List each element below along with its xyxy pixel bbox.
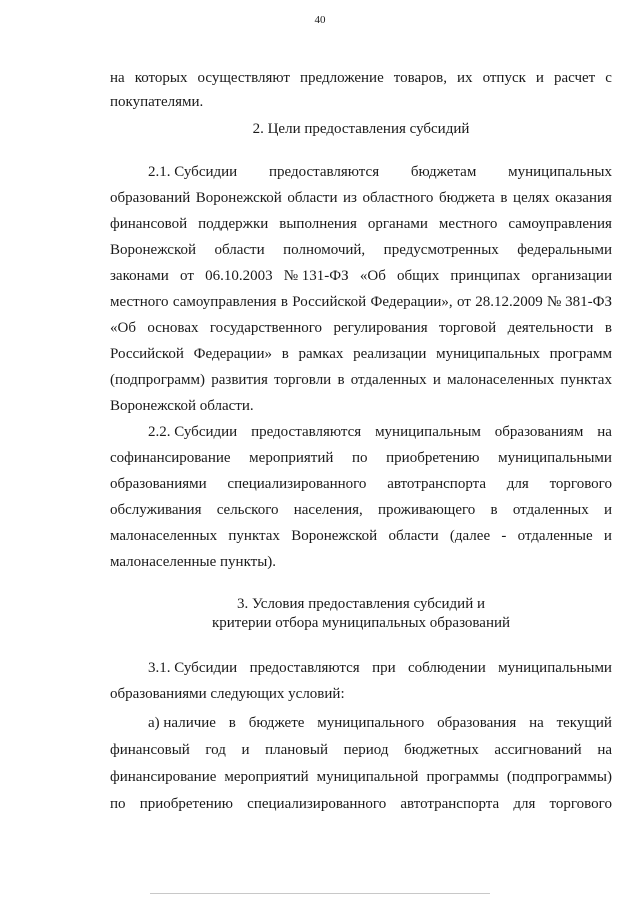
word: образований <box>110 190 191 206</box>
word: софинансирование <box>110 450 231 466</box>
word: финансирование <box>110 769 217 785</box>
word: 2.2. Субсидии <box>148 424 238 440</box>
paragraph-3-1-last-line: образованиями следующих условий: <box>110 686 345 702</box>
word: приобретению <box>139 796 234 812</box>
word: специализированного <box>247 796 387 812</box>
word: в <box>337 372 345 388</box>
word: государственного <box>209 320 323 336</box>
paragraph-2-1-line <box>110 344 612 364</box>
page-number: 40 <box>314 14 326 26</box>
word: Воронежской <box>110 242 196 258</box>
word: мероприятий <box>249 450 334 466</box>
word: организации <box>531 268 612 284</box>
word: местного <box>110 294 169 310</box>
item-a-line <box>110 794 612 814</box>
word: оказания <box>555 190 612 206</box>
word: период <box>343 742 389 758</box>
word: Российской <box>292 294 367 310</box>
paragraph-2-1-line <box>148 162 612 182</box>
word: из <box>343 190 357 206</box>
word: № 381-ФЗ <box>547 294 612 310</box>
word: торгового <box>549 476 612 492</box>
word: мероприятий <box>224 769 309 785</box>
word: по <box>110 796 126 812</box>
paragraph-2-2-line <box>110 448 612 468</box>
word: отдаленных <box>512 502 589 518</box>
word: отдаленных <box>350 372 427 388</box>
word: и <box>603 502 612 518</box>
word: на <box>110 70 125 86</box>
word: Федерации» <box>193 346 272 362</box>
word: муниципальными <box>498 660 612 676</box>
section-3-heading-line-2: критерии отбора муниципальных образований <box>211 615 511 631</box>
word: выполнения <box>279 216 357 232</box>
word: 06.10.2003 <box>205 268 273 284</box>
word: № 131-ФЗ <box>283 268 349 284</box>
word: предоставляются <box>249 660 360 676</box>
word: бюджетных <box>404 742 479 758</box>
word: (подпрограмм) <box>110 372 206 388</box>
word: предоставляются <box>268 164 380 180</box>
word: плановый <box>265 742 328 758</box>
paragraph-2-1-line <box>110 214 612 234</box>
word: регулирования <box>333 320 428 336</box>
word: принципах <box>450 268 521 284</box>
word: соблюдении <box>408 660 486 676</box>
word: рамках <box>298 346 344 362</box>
word: области <box>388 528 439 544</box>
paragraph-2-1-line <box>110 292 612 312</box>
word: малонаселенных <box>447 372 555 388</box>
word: обслуживания <box>110 502 202 518</box>
word: предусмотренных <box>383 242 499 258</box>
word: муниципальных <box>436 346 540 362</box>
word: специализированного <box>227 476 367 492</box>
word: и <box>241 742 250 758</box>
paragraph-2-2-last-line: малонаселенные пункты). <box>110 554 277 570</box>
word: на <box>529 715 544 731</box>
paragraph-2-2-line <box>110 474 612 494</box>
word: по <box>352 450 368 466</box>
paragraph-2-1-line <box>110 266 612 286</box>
word: в <box>490 502 498 518</box>
word: для <box>513 796 536 812</box>
word: законами <box>110 268 169 284</box>
word: 2.1. Субсидии <box>148 164 238 180</box>
paragraph-2-1-line <box>110 318 612 338</box>
word: программы <box>426 769 499 785</box>
word: деятельности <box>507 320 594 336</box>
intro-line-1 <box>110 68 612 88</box>
word: Воронежской <box>195 190 282 206</box>
word: целях <box>513 190 550 206</box>
word: а) наличие <box>148 715 216 731</box>
word: развития <box>211 372 268 388</box>
word: предоставляются <box>251 424 362 440</box>
word: сельского <box>216 502 279 518</box>
word: осуществляют <box>197 70 290 86</box>
paragraph-2-1-last-line: Воронежской области. <box>110 398 254 414</box>
word: бюджета <box>438 190 495 206</box>
word: 28.12.2009 <box>475 294 543 310</box>
word: на <box>597 424 612 440</box>
intro-line-2: покупателями. <box>110 94 204 110</box>
word: год <box>205 742 226 758</box>
word: в <box>281 346 289 362</box>
word: поддержки <box>198 216 269 232</box>
word: для <box>506 476 529 492</box>
word: бюджетам <box>410 164 477 180</box>
word: общих <box>397 268 440 284</box>
word: муниципальным <box>375 424 481 440</box>
word: при <box>372 660 396 676</box>
word: отдаленные <box>517 528 593 544</box>
word: (далее <box>449 528 491 544</box>
word: от <box>180 268 194 284</box>
paragraph-2-2-line <box>110 526 612 546</box>
word: Воронежской <box>291 528 378 544</box>
paragraph-3-1-line <box>148 658 612 678</box>
word: образованиям <box>494 424 584 440</box>
word: и <box>432 372 441 388</box>
word: которых <box>134 70 188 86</box>
word: населения, <box>293 502 363 518</box>
word: и <box>535 70 544 86</box>
word: торговой <box>439 320 497 336</box>
section-2-heading: 2. Цели предоставления субсидий <box>252 121 470 137</box>
word: «Об <box>359 268 386 284</box>
word: в <box>280 294 288 310</box>
word: программ <box>549 346 612 362</box>
word: области <box>214 242 265 258</box>
word: (подпрограммы) <box>506 769 612 785</box>
word: реализации <box>353 346 427 362</box>
paragraph-2-1-line <box>110 188 612 208</box>
word: области <box>287 190 338 206</box>
word: «Об <box>110 320 136 336</box>
paragraph-2-2-line <box>148 422 612 442</box>
word: торгового <box>549 796 612 812</box>
word: муниципальных <box>508 164 612 180</box>
paragraph-2-1-line <box>110 370 612 390</box>
word: предложение <box>299 70 384 86</box>
word: товаров, <box>393 70 447 86</box>
word: автотранспорта <box>400 796 500 812</box>
word: Российской <box>110 346 184 362</box>
word: полномочий, <box>283 242 366 258</box>
word: органами <box>367 216 428 232</box>
word: муниципальной <box>316 769 419 785</box>
word: в <box>228 715 236 731</box>
word: финансовый <box>110 742 190 758</box>
word: образованиями <box>110 476 207 492</box>
word: федеральными <box>517 242 612 258</box>
word: текущий <box>556 715 612 731</box>
word: их <box>457 70 473 86</box>
section-3-heading-line-1: 3. Условия предоставления субсидий и <box>236 596 486 612</box>
word: и <box>603 528 612 544</box>
paragraph-2-2-line <box>110 500 612 520</box>
word: - <box>501 528 507 544</box>
word: в <box>604 320 612 336</box>
word: самоуправления <box>508 216 612 232</box>
word: малонаселенных <box>110 528 218 544</box>
word: финансовой <box>110 216 188 232</box>
word: на <box>597 742 612 758</box>
word: областного <box>362 190 434 206</box>
item-a-line <box>110 767 612 787</box>
item-a-line <box>148 713 612 733</box>
word: местного <box>438 216 498 232</box>
word: отпуск <box>482 70 526 86</box>
word: бюджете <box>248 715 305 731</box>
bottom-scan-rule <box>150 893 490 894</box>
word: в <box>500 190 508 206</box>
paragraph-2-1-line <box>110 240 612 260</box>
word: 3.1. Субсидии <box>148 660 238 676</box>
word: с <box>605 70 612 86</box>
word: торговли <box>274 372 332 388</box>
word: расчет <box>553 70 596 86</box>
word: от <box>456 294 471 310</box>
word: проживающего <box>378 502 476 518</box>
word: автотранспорта <box>387 476 487 492</box>
word: муниципального <box>317 715 425 731</box>
word: образования <box>437 715 517 731</box>
word: пунктах <box>560 372 612 388</box>
word: самоуправления <box>172 294 277 310</box>
word: основах <box>147 320 199 336</box>
word: Федерации», <box>370 294 453 310</box>
item-a-line <box>110 740 612 760</box>
word: муниципальными <box>498 450 612 466</box>
word: ассигнований <box>494 742 582 758</box>
word: пунктах <box>228 528 280 544</box>
word: приобретению <box>386 450 480 466</box>
